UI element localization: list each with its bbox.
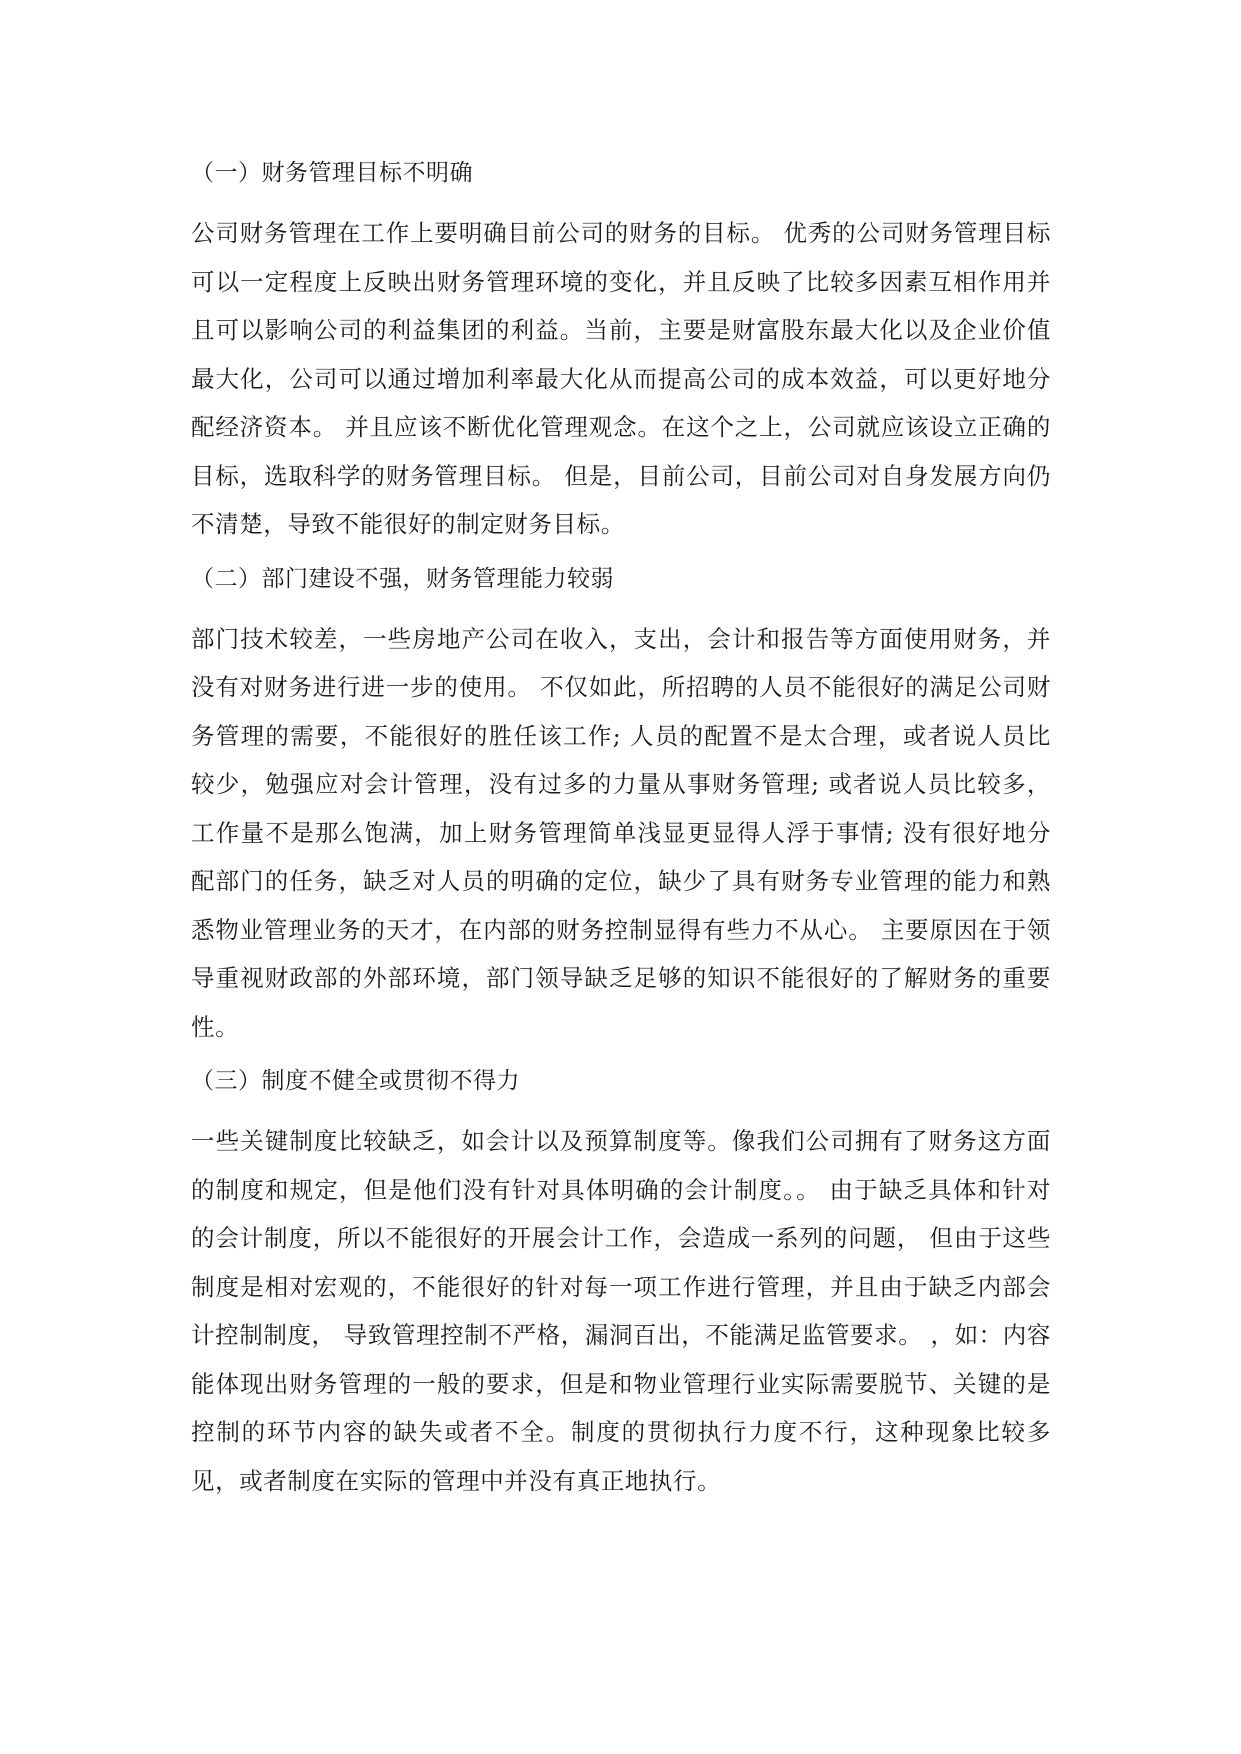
section-2-paragraph: 部门技术较差，一些房地产公司在收入，支出，会计和报告等方面使用财务，并没有对财务进行进一步的使用。 不仅如此，所招聘的人员不能很好的满足公司财务管理的需要，不能很好的胜任该工作; 人员的配置不是太合理，或者说人员比较少，勉强应对会计管理，没有过多的力量从事财务管理; 或者说人员比较多，工作量不是那么饱满，加上财务管理简单浅显更显得人浮于事情; 没有很好地分配部门的任务，缺乏对人员的明确的定位，缺少了具有财务专业管理的能力和熟悉物业管理业务的天才，在内部的财务控制显得有些力不从心。 主要原因在于领导重视财政部的外部环境，部门领导缺乏足够的知识不能很好的了解财务的重要性。 xyxy=(191,624,1051,1041)
section-3-paragraph: 一些关键制度比较缺乏，如会计以及预算制度等。像我们公司拥有了财务这方面的制度和规定，但是他们没有针对具体明确的会计制度。。 由于缺乏具体和针对的会计制度，所以不能很好的开展会计工作，会造成一系列的问题， 但由于这些制度是相对宏观的，不能很好的针对每一项工作进行管理，并且由于缺乏内部会计控制制度， 导致管理控制不严格，漏洞百出，不能满足监管要求。 ，如：内容能体现出财务管理的一般的要求，但是和物业管理行业实际需要脱节、关键的是控制的环节内容的缺失或者不全。制度的贯彻执行力度不行，这种现象比较多见，或者制度在实际的管理中并没有真正地执行。 xyxy=(191,1127,1051,1495)
section-1-heading: （一）财务管理目标不明确 xyxy=(191,160,473,186)
section-1-paragraph: 公司财务管理在工作上要明确目前公司的财务的目标。 优秀的公司财务管理目标可以一定程度上反映出财务管理环境的变化，并且反映了比较多因素互相作用并且可以影响公司的利益集团的利益。当前，主要是财富股东最大化以及企业价值最大化，公司可以通过增加利率最大化从而提高公司的成本效益，可以更好地分配经济资本。 并且应该不断优化管理观念。在这个之上，公司就应该设立正确的目标，选取科学的财务管理目标。 但是，目前公司，目前公司对自身发展方向仍不清楚，导致不能很好的制定财务目标。 xyxy=(191,219,1051,538)
document-content xyxy=(191,155,1051,1517)
section-3-heading: （三）制度不健全或贯彻不得力 xyxy=(191,1068,520,1094)
section-2-heading: （二）部门建设不强，财务管理能力较弱 xyxy=(191,565,614,592)
